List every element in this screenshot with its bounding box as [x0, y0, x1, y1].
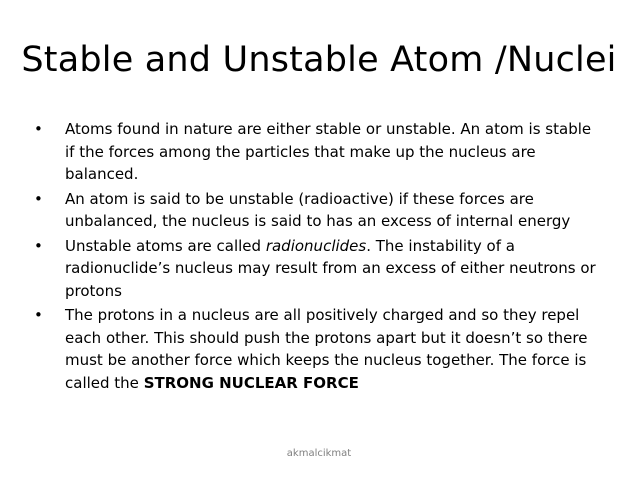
- bullet-item: [34, 235, 604, 303]
- slide-title: Stable and Unstable Atom /Nuclei: [21, 40, 617, 80]
- bullet-item: [34, 188, 604, 233]
- radionuclides-emphasis: radionuclides: [265, 236, 367, 255]
- bullet-text-end: . The instability of a radionuclide’s nucleus may result from an excess of either neutrons or protons: [65, 236, 596, 300]
- bullet-item: [34, 304, 604, 394]
- bullet-text-start: The protons in a nucleus are all positively charged and so they repel each other. This should push the protons apart but it doesn’t so there must be another force which keeps the nucleus together. The force is called the: [65, 306, 588, 392]
- bullet-text: An atom is said to be unstable (radioactive) if these forces are unbalanced, the nucleus is said to has an excess of internal energy: [65, 189, 571, 230]
- bullet-list: [34, 118, 604, 394]
- bullet-text: Atoms found in nature are either stable or unstable. An atom is stable if the forces among the particles that make up the nucleus are balanced.: [65, 120, 592, 183]
- bullet-dot-icon: •: [34, 120, 43, 138]
- bullet-dot-icon: •: [34, 236, 43, 255]
- footer-author: akmalcikmat: [286, 448, 352, 459]
- strong-nuclear-force-label: STRONG NUCLEAR FORCE: [143, 373, 359, 392]
- bullet-dot-icon: •: [34, 306, 43, 324]
- bullet-dot-icon: •: [34, 189, 43, 208]
- bullet-item: [34, 118, 604, 186]
- bullet-text-start: Unstable atoms are called: [65, 236, 266, 255]
